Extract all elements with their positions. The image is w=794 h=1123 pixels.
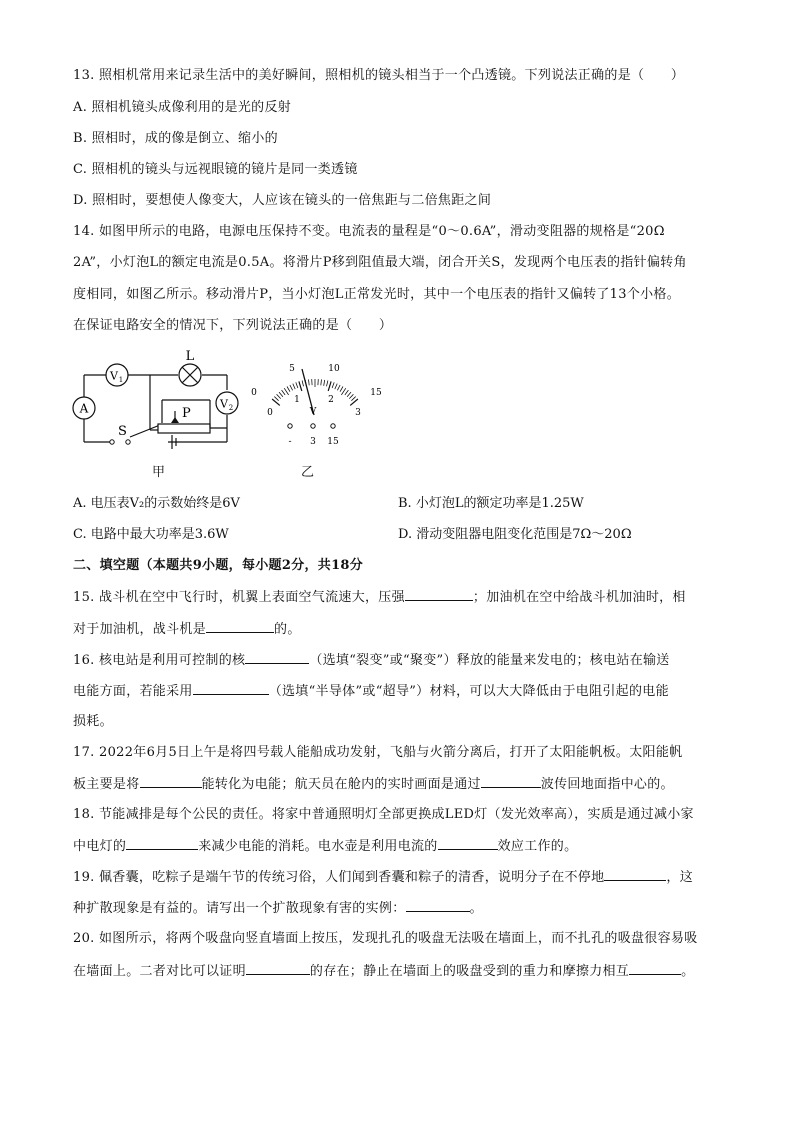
dial-tick [277,394,281,398]
q13-stem: 13. 照相机常用来记录生活中的美好瞬间，照相机的镜头相当于一个凸透镜。下列说法正确的是（ ） [73,68,685,83]
q16-line-3: 损耗。 [73,714,113,729]
q14-stem-line-2: 2A”，小灯泡L的额定电流是0.5A。将滑片P移到阻值最大端，闭合开关S，发现两个电压表的指针偏转角 [73,255,687,270]
dial-tick [272,399,280,405]
dial-tick [309,379,310,385]
dial-tick [296,382,298,388]
switch-label: S [118,424,127,439]
q19-line-2: 种扩散现象是有益的。请写出一个扩散现象有害的实例： 。 [73,901,483,916]
dial-tick [279,392,283,397]
voltmeter-dial-yi [240,355,390,455]
figure-caption-yi: 乙 [301,465,315,480]
inner-scale-label: 0 [267,408,273,418]
terminal-label: - [288,437,292,447]
slider-label: P [182,406,191,421]
q15-line-1: 15. 战斗机在空中飞行时，机翼上表面空气流速大，压强 ；加油机在空中给战斗机加油时，相 [73,590,686,605]
q14-option-d: D. 滑动变阻器电阻变化范围是7Ω～20Ω [398,527,632,542]
answer-blank[interactable] [126,837,198,850]
switch-terminal [126,440,130,444]
outer-scale-label: 5 [289,364,295,374]
q14-stem-line-3: 度相同，如图乙所示。移动滑片P，当小灯泡L正常发光时，其中一个电压表的指针又偏转了13个小格。 [73,287,681,302]
answer-blank[interactable] [193,682,269,695]
q19-line-1: 19. 佩香囊，吃粽子是端午节的传统习俗，人们闻到香囊和粽子的清香，说明分子在不停地 ，这 [73,870,694,885]
answer-blank[interactable] [406,899,470,912]
answer-blank[interactable] [629,962,681,975]
answer-blank[interactable] [206,620,274,633]
q13-option-a: A. 照相机镜头成像利用的是光的反射 [73,100,292,115]
q13-option-b: B. 照相时，成的像是倒立、缩小的 [73,131,278,146]
inner-scale-label: 2 [328,395,334,405]
dial-unit: V [309,407,317,417]
dial-tick [337,385,340,390]
answer-blank[interactable] [245,651,309,664]
q15-line-2: 对于加油机，战斗机是 的。 [73,622,301,637]
q17-line-1: 17. 2022年6月5日上午是将四号载人能船成功发射，飞船与火箭分离后，打开了太阳能帆板。太阳能帆 [73,745,683,760]
figure-caption-jia: 甲 [152,465,166,480]
q14-option-a: A. 电压表V₂的示数始终是6V [73,496,240,511]
dial-tick [324,380,325,386]
outer-scale-label: 15 [370,388,382,398]
answer-blank[interactable] [604,868,666,881]
terminal-label: 15 [327,437,339,447]
slider-arrow [171,417,179,423]
answer-blank[interactable] [246,962,310,975]
lamp-label: L [185,349,195,364]
inner-scale-label: 1 [294,395,300,405]
q17-line-2: 板主要是将 能转化为电能；航天员在舱内的实时画面是通过 波传回地面指中心的。 [73,777,674,792]
dial-tick [349,394,353,398]
q14-stem-line-4: 在保证电路安全的情况下，下列说法正确的是（ ） [73,318,393,333]
q20-line-1: 20. 如图所示，将两个吸盘向竖直墙面上按压，发现扎孔的吸盘无法吸在墙面上，而不扎孔的吸盘很容易吸 [73,931,698,946]
outer-scale-label: 0 [251,388,257,398]
dial-tick [299,381,302,391]
dial-tick [345,390,349,395]
dial-ticks [272,379,358,405]
q13-option-d: D. 照相时，要想使人像变大，人应该在镜头的一倍焦距与二倍焦距之间 [73,193,492,208]
answer-blank[interactable] [438,837,498,850]
voltmeter-v2-label: V [220,397,228,411]
dial-tick [321,379,322,385]
dial-tick [351,397,355,401]
answer-blank[interactable] [481,775,541,788]
q16-line-1: 16. 核电站是利用可控制的核 （选填“裂变”或“聚变”）释放的能量来发电的；核电站在输送 [73,653,670,668]
dial-tick [340,387,343,392]
dial-tick [293,384,295,390]
dial-tick [350,399,358,405]
rheostat-body [158,424,210,433]
answer-blank[interactable] [140,775,202,788]
q20-line-2: 在墙面上。二者对比可以证明 的存在；静止在墙面上的吸盘受到的重力和摩擦力相互 。 [73,964,695,979]
terminal-icon [331,424,335,428]
dial-tick [327,381,328,387]
terminal-label: 3 [310,437,316,447]
section-heading: 二、填空题（本题共9小题，每小题2分，共18分 [73,558,364,573]
dial-tick [335,384,337,390]
terminal-icon [311,424,315,428]
dial-tick [302,381,303,387]
dial-tick [332,382,334,388]
voltmeter-v1-label: V [110,369,118,383]
q16-line-2: 电能方面，若能采用 （选填“半导体”或“超导”）材料，可以大大降低由于电阻引起的电能 [73,684,669,699]
dial-tick [328,381,331,391]
q18-line-2: 中电灯的 来减少电能的消耗。电水壶是利用电流的 效应工作的。 [73,839,578,854]
ammeter-label: A [79,401,89,416]
dial-tick [282,390,286,395]
dial-tick [287,387,290,392]
q14-option-b: B. 小灯泡L的额定功率是1.25W [398,496,584,511]
q13-option-c: C. 照相机的镜头与远视眼镜的镜片是同一类透镜 [73,162,358,177]
q14-stem-line-1: 14. 如图甲所示的电路，电源电压保持不变。电流表的量程是“0～0.6A”，滑动变阻器的规格是“20Ω [73,224,665,239]
q18-line-1: 18. 节能减排是每个公民的责任。将家中普通照明灯全部更换成LED灯（发光效率高），实质是通过减小家 [73,807,694,822]
inner-scale-label: 3 [355,408,361,418]
dial-tick [274,397,278,401]
dial-tick [290,385,293,390]
switch-terminal [110,440,114,444]
terminal-icon [288,424,292,428]
answer-blank[interactable] [405,588,473,601]
voltmeter-v1-subscript: 1 [118,376,124,384]
q14-option-c: C. 电路中最大功率是3.6W [73,527,229,542]
dial-tick [347,392,351,397]
outer-scale-label: 10 [328,364,340,374]
voltmeter-v2-subscript: 2 [228,404,234,412]
